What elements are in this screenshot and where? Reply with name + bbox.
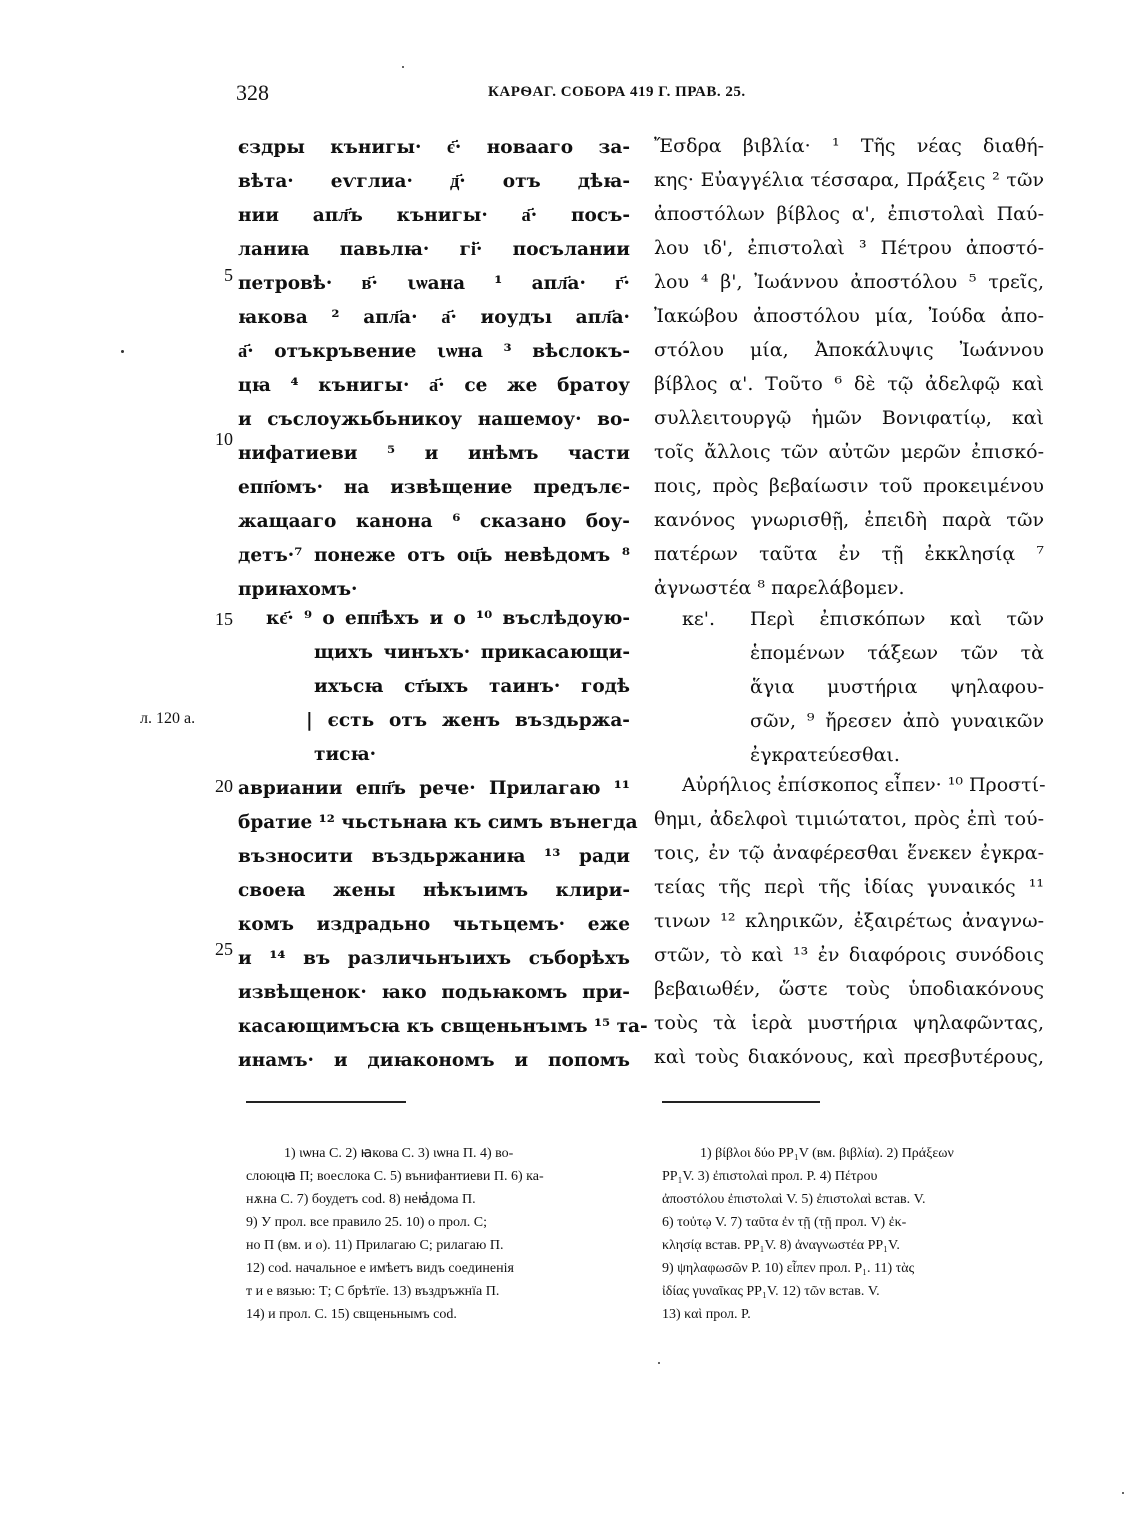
footnote-line: нѫна С. 7) боудетъ cod. 8) неꙗ҆дома П.: [246, 1192, 476, 1207]
scan-speck: [402, 66, 404, 68]
greek-line: στῶν, τὸ καὶ ¹³ ἐν διαφόροις συνόδοις: [654, 944, 1044, 966]
footnotes-right: [662, 1142, 1048, 1326]
footnote-line: 12) cod. начальное е имѣетъ видъ соединенія: [246, 1261, 514, 1276]
greek-line: κανόνος γνωρισθῇ, ἐπειδὴ παρὰ τῶν: [654, 509, 1044, 531]
slavonic-block-3: [238, 772, 648, 1078]
folio-marker: л. 120 а.: [140, 710, 196, 727]
slavonic-line: ихъсꙗ ст҃ыхъ таинъ· годѣ: [314, 676, 630, 697]
footnote-line: 13) καὶ прол. P.: [662, 1307, 751, 1322]
slavonic-line: авриании епп҃ъ рече· Прилагаю ¹¹: [238, 778, 630, 799]
line-number-25: 25: [215, 939, 233, 959]
footnote-line: слоюцꙗ П; воеслока С. 5) вънифантиеви П. 6) ка-: [246, 1169, 544, 1184]
greek-line: βεβαιωθέν, ὥστε τοὺς ὑποδιακόνους: [654, 978, 1044, 1000]
footnote-line: 6) τοὐτῳ V. 7) ταῦτα ἐν τῇ (τῇ прол. V) ἐκ-: [662, 1215, 907, 1230]
slavonic-line: кє҃· ⁹ о епп҃ѣхъ и о ¹⁰ въслѣдоую-: [266, 608, 630, 629]
footnote-line: 1) βίβλοι δύο PP₁V (вм. βιβλία). 2) Πράξεων: [700, 1146, 954, 1161]
footnote-line: 14) и прол. С. 15) свщеньнымъ cod.: [246, 1307, 457, 1322]
greek-line: Ἔσδρα βιβλία· ¹ Τῆς νέας διαθή-: [654, 135, 1044, 157]
greek-block-2: [682, 602, 1044, 772]
greek-line: τοὺς τὰ ἱερὰ μυστήρια ψηλαφῶντας,: [654, 1012, 1044, 1034]
slavonic-block-1: [238, 131, 630, 607]
slavonic-line: | єсть отъ женъ въздьржа-: [306, 710, 630, 731]
slavonic-line: приꙗхомъ·: [238, 579, 358, 600]
greek-line: ἀγνωστέα ⁸ παρελάβομεν.: [654, 577, 905, 599]
slavonic-line: єздры кънигы· є҃· новааго за-: [238, 137, 630, 158]
greek-line: ποις, πρὸς βεβαίωσιν τοῦ προκειμένου: [654, 475, 1044, 497]
scan-speck: [658, 1362, 660, 1364]
slavonic-line: детъ·⁷ понеже отъ оц҃ь невѣдомъ ⁸: [238, 545, 630, 566]
greek-line: τοῖς ἄλλοις τῶν αὐτῶν μερῶν ἐπισκό-: [654, 441, 1044, 463]
slavonic-line: и съслоужьбьникоу нашемоу· во-: [238, 409, 630, 430]
greek-line: ἀποστόλων βίβλος α', ἐπιστολαὶ Παύ-: [654, 203, 1044, 225]
canon-number: κε'.: [682, 608, 715, 630]
footnote-line: 9) У прол. все правило 25. 10) о прол. C;: [246, 1215, 487, 1230]
line-number-10: 10: [215, 429, 233, 449]
slavonic-line: тисꙗ·: [314, 744, 377, 765]
greek-line: λου ⁴ β', Ἰωάννου ἀποστόλου ⁵ τρεῖς,: [654, 271, 1044, 293]
greek-line: συλλειτουργῷ ἡμῶν Βονιφατίῳ, καὶ: [654, 407, 1044, 429]
footnote-line: PP₁V. 3) ἐπιστολαὶ прол. P. 4) Πέτρου: [662, 1169, 878, 1184]
slavonic-line: нифатиеви ⁵ и инѣмъ части: [238, 443, 630, 464]
footnote-line: т и е вязью: Т; С брѣтїе. 13) въздръжнїа П.: [246, 1284, 500, 1299]
footnote-line: κλησίᾳ встав. PP₁V. 8) ἀναγνωστέα PP₁V.: [662, 1238, 900, 1253]
scan-speck: [121, 350, 124, 353]
greek-line: καὶ τοὺς διακόνους, καὶ πρεσβυτέρους,: [654, 1046, 1044, 1068]
slavonic-line: и ¹⁴ въ различьнъıихъ съборѣхъ: [238, 948, 630, 969]
slavonic-line: щихъ чинъхъ· прикасающи-: [314, 642, 630, 663]
greek-block-3: [654, 768, 1044, 1074]
slavonic-line: епп҃омъ· на извѣщение предълє-: [238, 477, 630, 498]
slavonic-line: а҃· отъкръвение ιѡна ³ вѣслокъ-: [238, 341, 630, 362]
greek-line: τοις, ἐν τῷ ἀναφέρεσθαι ἕνεκεν ἐγκρα-: [654, 842, 1044, 864]
slavonic-line: касающимъсꙗ къ свщеньнъıмъ ¹⁵ та-: [238, 1016, 648, 1037]
line-number-15: 15: [215, 609, 233, 629]
line-number-5: 5: [224, 265, 233, 285]
slavonic-line: инамъ· и диꙗкономъ и попомъ: [238, 1050, 630, 1071]
greek-line: ἑπομένων τάξεων τῶν τὰ: [750, 642, 1044, 664]
footnote-line: но П (вм. и о). 11) Прилагаю C; рилагаю П.: [246, 1238, 504, 1253]
slavonic-line: братие ¹² чьстьнаꙗ къ симъ вънегда: [238, 812, 638, 833]
footnote-line: ἀποστόλου ἐπιστολαὶ V. 5) ἐπιστολαὶ встав. V.: [662, 1192, 926, 1207]
greek-line: τείας τῆς περὶ τῆς ἰδίας γυναικός ¹¹: [654, 876, 1044, 898]
greek-line: τινων ¹² κληρικῶν, ἐξαιρέτως ἀναγνω-: [654, 910, 1044, 932]
greek-line: βίβλος α'. Τοῦτο ⁶ δὲ τῷ ἀδελφῷ καὶ: [654, 373, 1044, 395]
footnote-line: 9) ψηλαφωσῶν P. 10) εἶπεν прол. P₁. 11) τὰς: [662, 1261, 915, 1276]
greek-line: Αὐρήλιος ἐπίσκοπος εἶπεν· ¹⁰ Προστί-: [682, 774, 1046, 796]
greek-line: Περὶ ἐπισκόπων καὶ τῶν: [750, 608, 1044, 630]
greek-line: θημι, ἀδελφοὶ τιμιώτατοι, πρὸς ἐπὶ τού-: [654, 808, 1044, 830]
greek-line: σῶν, ⁹ ἤρεσεν ἀπὸ γυναικῶν: [750, 710, 1044, 732]
greek-line: ἐγκρατεύεσθαι.: [750, 744, 900, 766]
slavonic-line: цꙗ ⁴ кънигы· а҃· се же братоу: [238, 375, 630, 396]
greek-block-1: [654, 129, 1044, 605]
scan-speck: [1122, 1492, 1124, 1494]
greek-line: Ἰακώβου ἀποστόλου μία, Ἰούδα ἀπο-: [654, 305, 1044, 327]
greek-line: κης· Εὐαγγέλια τέσσαρα, Πράξεις ² τῶν: [654, 169, 1044, 191]
greek-line: στόλου μία, Ἀποκάλυψις Ἰωάννου: [654, 339, 1044, 361]
slavonic-block-2: [266, 602, 630, 772]
footnote-rule-left: [246, 1101, 406, 1103]
running-head: КАРѲАГ. СОБОРА 419 Г. ПРАВ. 25.: [488, 84, 746, 100]
footnotes-left: [246, 1142, 632, 1326]
slavonic-line: своеꙗ жены нѣкъıимъ клири-: [238, 880, 630, 901]
slavonic-line: ланиꙗ павьлꙗ· гі҃· посълании: [238, 239, 630, 260]
footnote-rule-right: [662, 1101, 820, 1103]
slavonic-line: извѣщенок· ꙗко подьꙗкомъ при-: [238, 982, 630, 1003]
slavonic-line: вѣта· еѵглиа· д҃· отъ дѣꙗ-: [238, 171, 630, 192]
slavonic-line: нии апл҃ъ кънигы· а҃· посъ-: [238, 205, 630, 226]
line-number-20: 20: [215, 776, 233, 796]
slavonic-line: жащааго канона ⁶ сказано боу-: [238, 511, 630, 532]
greek-line: ἅγια μυστήρια ψηλαφου-: [750, 676, 1044, 698]
page-number: 328: [236, 80, 269, 105]
slavonic-line: ꙗкова ² апл҃а· а҃· иоудъı апл҃а·: [238, 307, 630, 328]
footnote-line: 1) ιѡна C. 2) ꙗкова C. 3) ιѡна П. 4) во-: [284, 1146, 514, 1161]
greek-line: πατέρων ταῦτα ἐν τῇ ἐκκλησίᾳ ⁷: [654, 543, 1044, 565]
slavonic-line: комъ издрадьно чьтьцемъ· еже: [238, 914, 630, 935]
slavonic-line: възносити въздьржаниꙗ ¹³ ради: [238, 846, 630, 867]
footnote-line: ἰδίας γυναῖκας PP₁V. 12) τῶν встав. V.: [662, 1284, 880, 1299]
slavonic-line: петровѣ· в҃· ιѡана ¹ апл҃а· г҃·: [238, 273, 630, 294]
greek-line: λου ιδ', ἐπιστολαὶ ³ Πέτρου ἀποστό-: [654, 237, 1044, 259]
